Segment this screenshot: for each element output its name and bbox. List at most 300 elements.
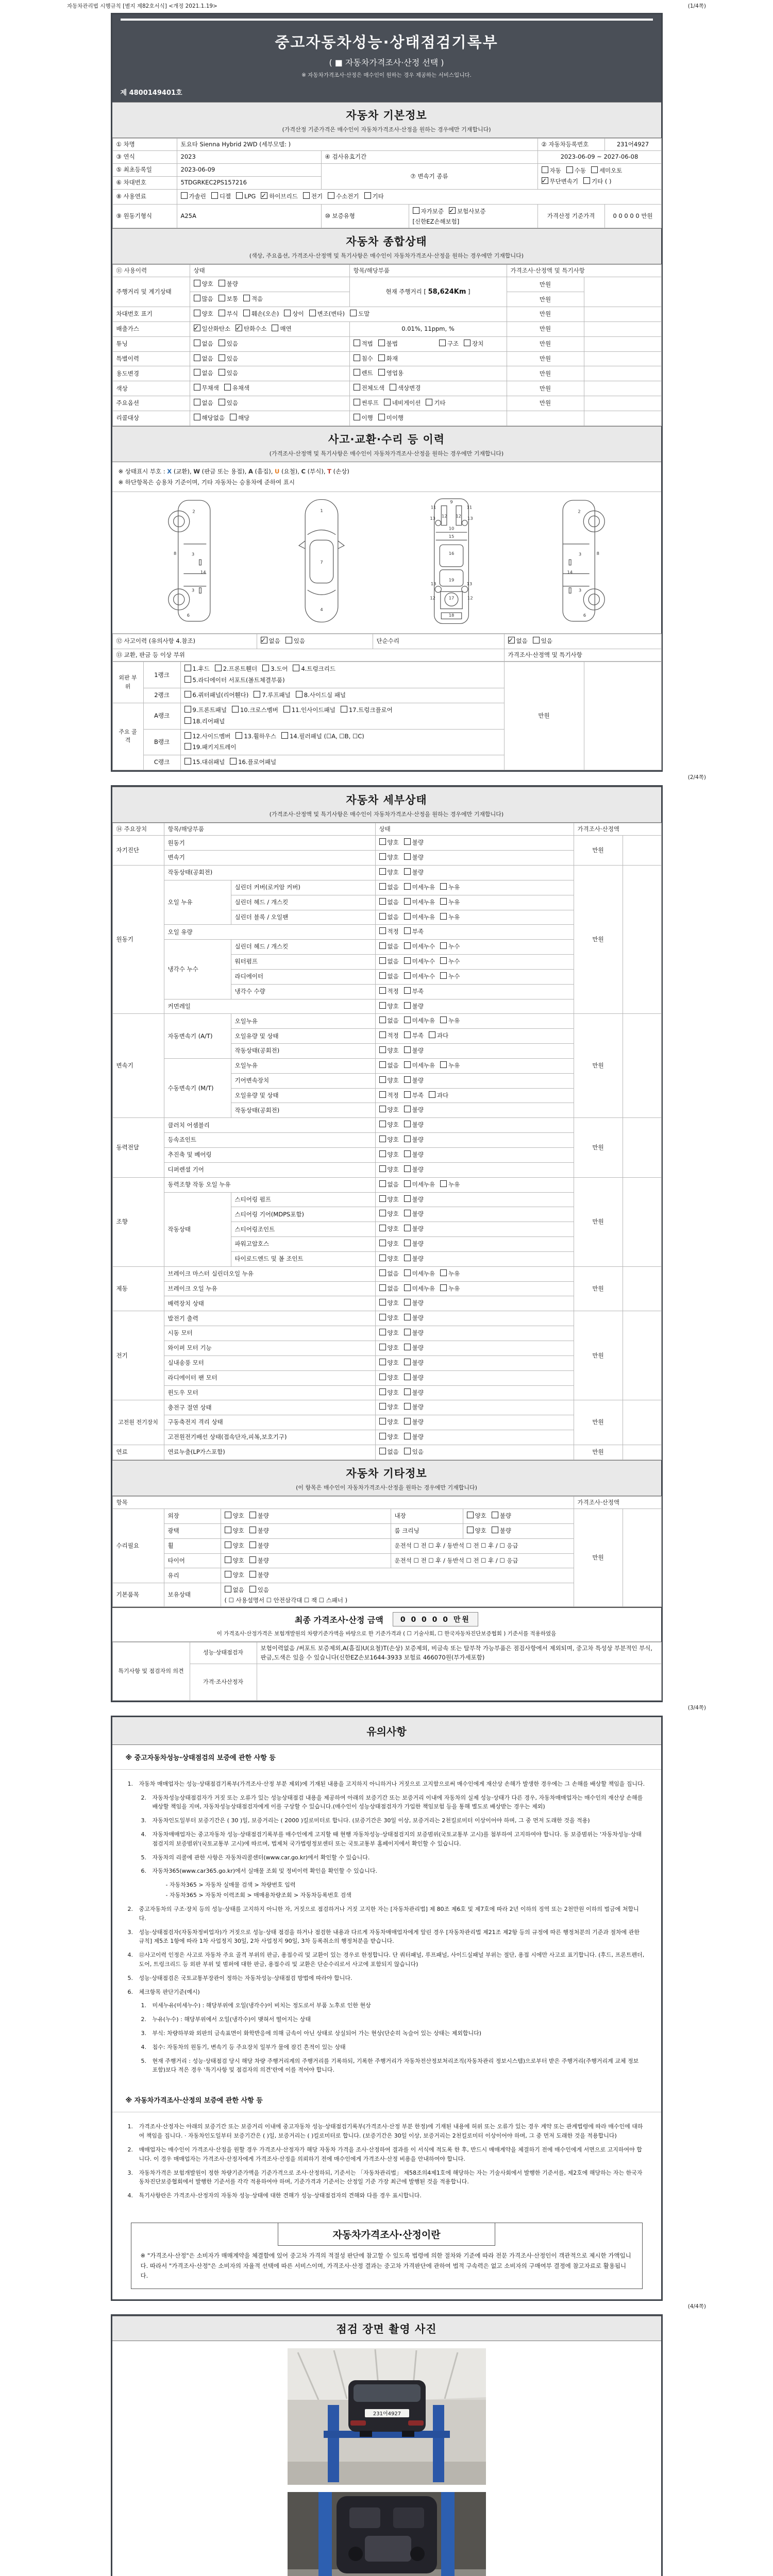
cell-text: 자기진단 [116,846,139,854]
checkbox[interactable] [404,1225,411,1231]
checkbox[interactable] [379,1091,386,1098]
checkbox[interactable] [404,1433,411,1439]
checkbox[interactable] [404,1002,411,1009]
checkbox[interactable] [354,414,360,420]
checkbox[interactable] [379,1002,386,1009]
checkbox[interactable] [354,384,360,391]
table-cell [507,336,584,351]
notice-item [128,1905,646,1923]
checkbox[interactable] [354,369,360,376]
checkbox[interactable] [426,399,432,405]
checkbox[interactable] [379,883,386,890]
checkbox[interactable] [236,192,243,199]
notice-number: 2. [141,2016,146,2023]
checkbox-checked[interactable] [261,192,267,199]
checkbox[interactable] [379,1240,386,1246]
checkbox[interactable] [379,898,386,905]
checkbox-line [379,1313,570,1324]
checkbox[interactable] [219,340,225,346]
car-diagram-side-left [154,497,231,626]
checkbox[interactable] [404,1061,411,1068]
checkbox[interactable] [272,325,278,331]
checkbox[interactable] [378,354,385,361]
checkbox[interactable] [379,1359,386,1365]
table-cell [349,411,507,426]
checkbox-label: 기타 ( ) [592,178,612,185]
checkbox[interactable] [232,706,239,713]
checkbox[interactable] [225,1556,231,1563]
checkbox[interactable] [379,1225,386,1231]
checkbox[interactable] [404,1016,411,1023]
checkbox[interactable] [404,972,411,979]
checkbox[interactable] [379,853,386,860]
checkbox-option [404,943,440,950]
checkbox[interactable] [404,1195,411,1202]
page-3 [111,1716,663,2301]
table-cell [375,1311,574,1326]
checkbox[interactable] [379,838,386,845]
checkbox[interactable] [379,1031,386,1038]
checkbox[interactable] [378,414,385,420]
checkbox[interactable] [215,665,222,671]
table-cell [190,292,349,307]
checkbox[interactable] [464,340,470,346]
diagram-part-number: 13 [466,581,472,587]
checkbox[interactable] [379,1374,386,1380]
checkbox[interactable] [184,743,191,750]
checkbox[interactable] [194,369,200,376]
checkbox[interactable] [225,1586,231,1592]
table-cell [604,139,661,151]
checkbox-line [508,636,658,647]
checkbox[interactable] [591,166,598,173]
checkbox[interactable] [243,310,250,316]
checkbox[interactable] [404,1284,411,1291]
checkbox[interactable] [542,166,548,173]
checkbox[interactable] [194,414,200,420]
checkbox[interactable] [184,717,191,724]
checkbox[interactable] [230,414,237,420]
checkbox-label: 부족 [412,1091,424,1099]
checkbox[interactable] [236,732,242,739]
checkbox[interactable] [404,1418,411,1425]
checkbox-line [379,1343,570,1354]
checkbox[interactable] [354,340,360,346]
checkbox[interactable] [243,295,250,301]
checkbox[interactable] [404,1091,411,1098]
checkbox[interactable] [379,1076,386,1083]
checkbox[interactable] [404,1448,411,1454]
checkbox[interactable] [566,166,573,173]
notice-text: 부식: 차량하부와 외판의 금속표면이 화학반응에 의해 금속이 아닌 상태로 상실되어 가는 현상(단순히 녹슬어 있는 상태는 제외합니다) [152,2030,482,2037]
checkbox[interactable] [404,883,411,890]
checkbox[interactable] [379,913,386,920]
checkbox[interactable] [194,399,200,405]
checkbox[interactable] [404,1106,411,1112]
checkbox[interactable] [404,957,411,964]
checkbox-option [230,414,255,421]
checkbox[interactable] [404,853,411,860]
notice-item [128,1951,646,1969]
checkbox[interactable] [379,1388,386,1395]
table-cell [177,176,321,189]
price-survey-definition-box [131,2223,643,2289]
cell-text: 오일누유 [234,1017,258,1025]
notice-text: 자동차가격은 보험개발원이 정한 차량기준가액을 기준가격으로 조사·산정하되, 기준서는 「자동차관리법」 제58조의4제1호에 해당하는 자는 기술사회에서 발행한 기준서를, 제2호에 해당하는 자는 한국자동차진단보증협회에서 발행한 기준서를 각각 적용하여야 하며, 기준가격과 기준서는 산정일 기준 가장 최근에 발행된 것을 적용합니다. [139,2169,643,2185]
checkbox[interactable] [404,913,411,920]
checkbox[interactable] [404,1269,411,1276]
notice-text: 자동차 매매업자는 성능·상태점검기록부(가격조사·산정 부분 제외)에 기재된 내용을 고지하지 아니하거나 거짓으로 고지함으로써 매수인에게 재산상 손해가 발생한 경우에는 그 손해를 배상할 책임을 집니다. [139,1780,645,1787]
cell-text: 원동기 [116,936,133,943]
table-cell [584,307,661,322]
checkbox[interactable] [440,1284,447,1291]
checkbox[interactable] [350,310,357,316]
checkbox[interactable] [404,1359,411,1365]
checkbox[interactable] [404,1329,411,1335]
checkbox[interactable] [194,280,200,286]
checkbox-option [492,1512,516,1519]
checkbox[interactable] [303,192,310,199]
checkbox[interactable] [440,942,447,949]
checkbox[interactable] [467,1527,474,1533]
checkbox[interactable] [404,1403,411,1410]
checkbox-option [404,1270,440,1277]
legend-code-desc: (흠집), [253,467,275,475]
checkbox-option [211,193,236,200]
checkbox[interactable] [404,1046,411,1053]
checkbox[interactable] [429,1091,435,1098]
cell-text: ④ 검사유효기간 [325,153,367,161]
checkbox-label: 불량 [257,1556,269,1564]
diagram-part-number: 14 [567,569,573,575]
checkbox-checked[interactable] [542,177,548,184]
checkbox-label: 있음 [226,340,238,347]
checkbox[interactable] [379,927,386,934]
checkbox[interactable] [296,691,303,698]
checkbox[interactable] [341,706,347,713]
checkbox[interactable] [283,706,290,713]
checkbox[interactable] [379,1121,386,1127]
checkbox-line [379,897,570,908]
checkbox-option [379,973,404,980]
checkbox-option [379,1344,404,1351]
cell-text: 만원 [592,1554,604,1561]
cell-text: 2023-06-09 ~ 2027-06-08 [560,153,638,161]
checkbox[interactable] [404,1031,411,1038]
cell-text: 자동변속기 (A/T) [167,1032,213,1040]
checkbox-label: 양호 [232,1571,244,1579]
checkbox[interactable] [379,1195,386,1202]
checkbox[interactable] [249,1541,256,1548]
checkbox[interactable] [440,1061,447,1068]
checkbox[interactable] [281,732,288,739]
table-cell [143,688,180,703]
checkbox[interactable] [404,1150,411,1157]
cell-text: 동력전달 [116,1143,139,1151]
checkbox[interactable] [404,1344,411,1350]
checkbox[interactable] [249,1512,256,1518]
checkbox-label: 7.루프패널 [262,691,291,699]
checkbox[interactable] [328,192,334,199]
checkbox[interactable] [284,310,291,316]
checkbox[interactable] [230,758,237,765]
checkbox[interactable] [224,384,231,391]
checkbox-option [404,1314,429,1321]
checkbox-label: 유채색 [232,384,250,392]
table-cell [584,662,661,770]
checkbox[interactable] [384,399,391,405]
checkbox[interactable] [194,384,200,391]
checkbox-label: 침수 [361,354,373,362]
cell-text: 0 0 0 0 0 만원 [613,212,653,219]
checkbox-label: 양호 [387,1329,399,1337]
checkbox[interactable] [404,927,411,934]
checkbox[interactable] [379,1344,386,1350]
checkbox[interactable] [440,883,447,890]
checkbox[interactable] [404,1388,411,1395]
checkbox-option [404,1210,429,1217]
checkbox[interactable] [194,354,200,361]
checkbox[interactable] [440,913,447,920]
checkbox[interactable] [378,369,385,376]
checkbox[interactable] [379,1061,386,1068]
checkbox[interactable] [378,340,385,346]
checkbox[interactable] [379,987,386,994]
table-cell [375,1251,574,1266]
checkbox[interactable] [293,665,299,671]
table-cell [507,411,584,426]
table-cell [537,151,661,163]
checkbox-line [379,1328,570,1339]
checkbox[interactable] [379,1448,386,1454]
checkbox-label: 썬루프 [361,399,379,407]
checkbox[interactable] [440,1016,447,1023]
checkbox[interactable] [181,192,188,199]
checkbox[interactable] [184,676,191,683]
table-cell [190,321,349,336]
checkbox[interactable] [184,665,191,671]
table-cell [112,1266,164,1311]
checkbox[interactable] [184,732,191,739]
checkbox[interactable] [379,972,386,979]
checkbox[interactable] [219,310,225,316]
checkbox[interactable] [194,340,200,346]
checkbox-label: 미이행 [386,414,404,421]
checkbox-label: 탄화수소 [244,325,267,332]
table-row [112,277,661,292]
checkbox[interactable] [219,295,225,301]
table-cell [574,865,623,1013]
table-cell [375,836,574,851]
checkbox[interactable] [249,1571,256,1578]
checkbox-label: 있음 [541,637,552,645]
checkbox[interactable] [583,177,590,184]
checkbox[interactable] [211,192,218,199]
checkbox[interactable] [379,1210,386,1216]
checkbox[interactable] [249,1527,256,1533]
checkbox-label: 1.후드 [192,665,210,673]
table-cell [164,1370,375,1385]
checkbox[interactable] [225,1512,231,1518]
checkbox-checked[interactable] [449,207,456,214]
checkbox-checked[interactable] [236,325,242,331]
checkbox[interactable] [404,1240,411,1246]
checkbox[interactable] [404,1314,411,1320]
checkbox-checked[interactable] [261,637,267,643]
checkbox[interactable] [379,1418,386,1425]
checkbox[interactable] [219,399,225,405]
checkbox[interactable] [184,691,191,698]
checkbox-label: 해당 [238,414,250,421]
checkbox-option [533,637,558,645]
checkbox[interactable] [285,637,292,643]
checkbox[interactable] [404,1136,411,1142]
checkbox[interactable] [440,1180,447,1187]
checkbox[interactable] [249,1556,256,1563]
checkbox-line [225,1555,387,1567]
checkbox[interactable] [225,1571,231,1578]
notice-item [128,1988,646,1997]
checkbox[interactable] [439,340,446,346]
checkbox[interactable] [533,637,540,643]
checkbox-label: 누수 [448,958,460,965]
checkbox[interactable] [440,972,447,979]
checkbox[interactable] [379,1314,386,1320]
checkbox-line [379,1134,570,1146]
notice-number: 2. [127,2146,133,2153]
table-cell [112,265,190,277]
diagram-part-number: 15 [448,533,454,539]
checkbox[interactable] [194,295,200,301]
checkbox[interactable] [404,898,411,905]
page-1 [111,13,663,772]
checkbox[interactable] [379,1016,386,1023]
checkbox[interactable] [379,1433,386,1439]
checkbox[interactable] [440,898,447,905]
checkbox[interactable] [379,1150,386,1157]
checkbox[interactable] [364,192,371,199]
table-cell [177,190,661,205]
checkbox[interactable] [219,369,225,376]
checkbox-line [194,413,346,424]
legend-code-letter: A [248,467,253,475]
checkbox-checked[interactable] [508,637,515,643]
table-cell [409,205,537,228]
checkbox[interactable] [219,280,225,286]
checkbox-option [404,1181,440,1188]
checkbox[interactable] [379,1165,386,1172]
checkbox[interactable] [379,1106,386,1112]
checkbox[interactable] [249,1586,256,1592]
checkbox-label: 양호 [387,1076,399,1084]
checkbox[interactable] [440,1269,447,1276]
checkbox[interactable] [219,354,225,361]
checkbox[interactable] [404,1165,411,1172]
checkbox[interactable] [379,1284,386,1291]
checkbox[interactable] [379,1403,386,1410]
checkbox[interactable] [467,1512,474,1518]
checkbox[interactable] [379,1136,386,1142]
cell-text: ⑭ 주요장치 [116,825,147,833]
checkbox[interactable] [390,384,396,391]
checkbox[interactable] [379,957,386,964]
checkbox-label: 17.트렁크플로어 [348,706,393,714]
cell-text: 만원 [539,325,551,333]
cell-text: 오일유량 및 상태 [234,1091,279,1099]
table-cell [164,1400,375,1415]
checkbox[interactable] [379,1299,386,1306]
checkbox[interactable] [309,310,316,316]
checkbox-label: 미세누수 [412,943,435,951]
checkbox-option [379,1210,404,1217]
checkbox[interactable] [379,1255,386,1261]
checkbox[interactable] [404,1299,411,1306]
checkbox[interactable] [404,868,411,875]
table-row [112,1311,661,1326]
notice-number: 6. [141,1868,146,1875]
checkbox[interactable] [404,1076,411,1083]
checkbox-option [236,733,281,740]
checkbox[interactable] [354,399,360,405]
checkbox[interactable] [225,1541,231,1548]
checkbox-option [413,208,449,215]
table-row [112,1400,661,1415]
checkbox-option [281,733,369,740]
checkbox[interactable] [404,1180,411,1187]
checkbox-label: 해당없음 [201,414,225,421]
checkbox-line [379,1209,570,1220]
checkbox[interactable] [404,838,411,845]
checkbox[interactable] [404,942,411,949]
checkbox[interactable] [354,354,360,361]
checkbox[interactable] [379,1329,386,1335]
checkbox-option [379,928,404,935]
checkbox[interactable] [404,1210,411,1216]
checkbox-label: 보험사보증 [457,208,486,215]
checkbox[interactable] [404,987,411,994]
checkbox[interactable] [184,758,191,765]
checkbox[interactable] [379,868,386,875]
checkbox[interactable] [379,1269,386,1276]
checkbox[interactable] [492,1512,498,1518]
checkbox[interactable] [262,665,269,671]
checkbox[interactable] [379,942,386,949]
checkbox-option [440,884,465,891]
checkbox[interactable] [429,1031,435,1038]
checkbox[interactable] [379,1046,386,1053]
checkbox[interactable] [184,706,191,713]
checkbox[interactable] [492,1527,498,1533]
checkbox-option [285,637,310,645]
checkbox[interactable] [404,1121,411,1127]
legend-line [119,466,655,477]
checkbox[interactable] [404,1255,411,1261]
table-cell [112,190,177,205]
checkbox[interactable] [404,1374,411,1380]
checkbox-option [354,384,390,392]
checkbox-option [440,943,465,950]
checkbox[interactable] [254,691,260,698]
checkbox[interactable] [379,1180,386,1187]
table-cell [375,940,574,955]
checkbox-line [379,986,570,997]
checkbox[interactable] [225,1527,231,1533]
checkbox[interactable] [440,957,447,964]
checkbox-checked[interactable] [194,325,200,331]
table-cell [574,823,661,836]
checkbox[interactable] [194,310,200,316]
checkbox[interactable] [413,207,419,214]
